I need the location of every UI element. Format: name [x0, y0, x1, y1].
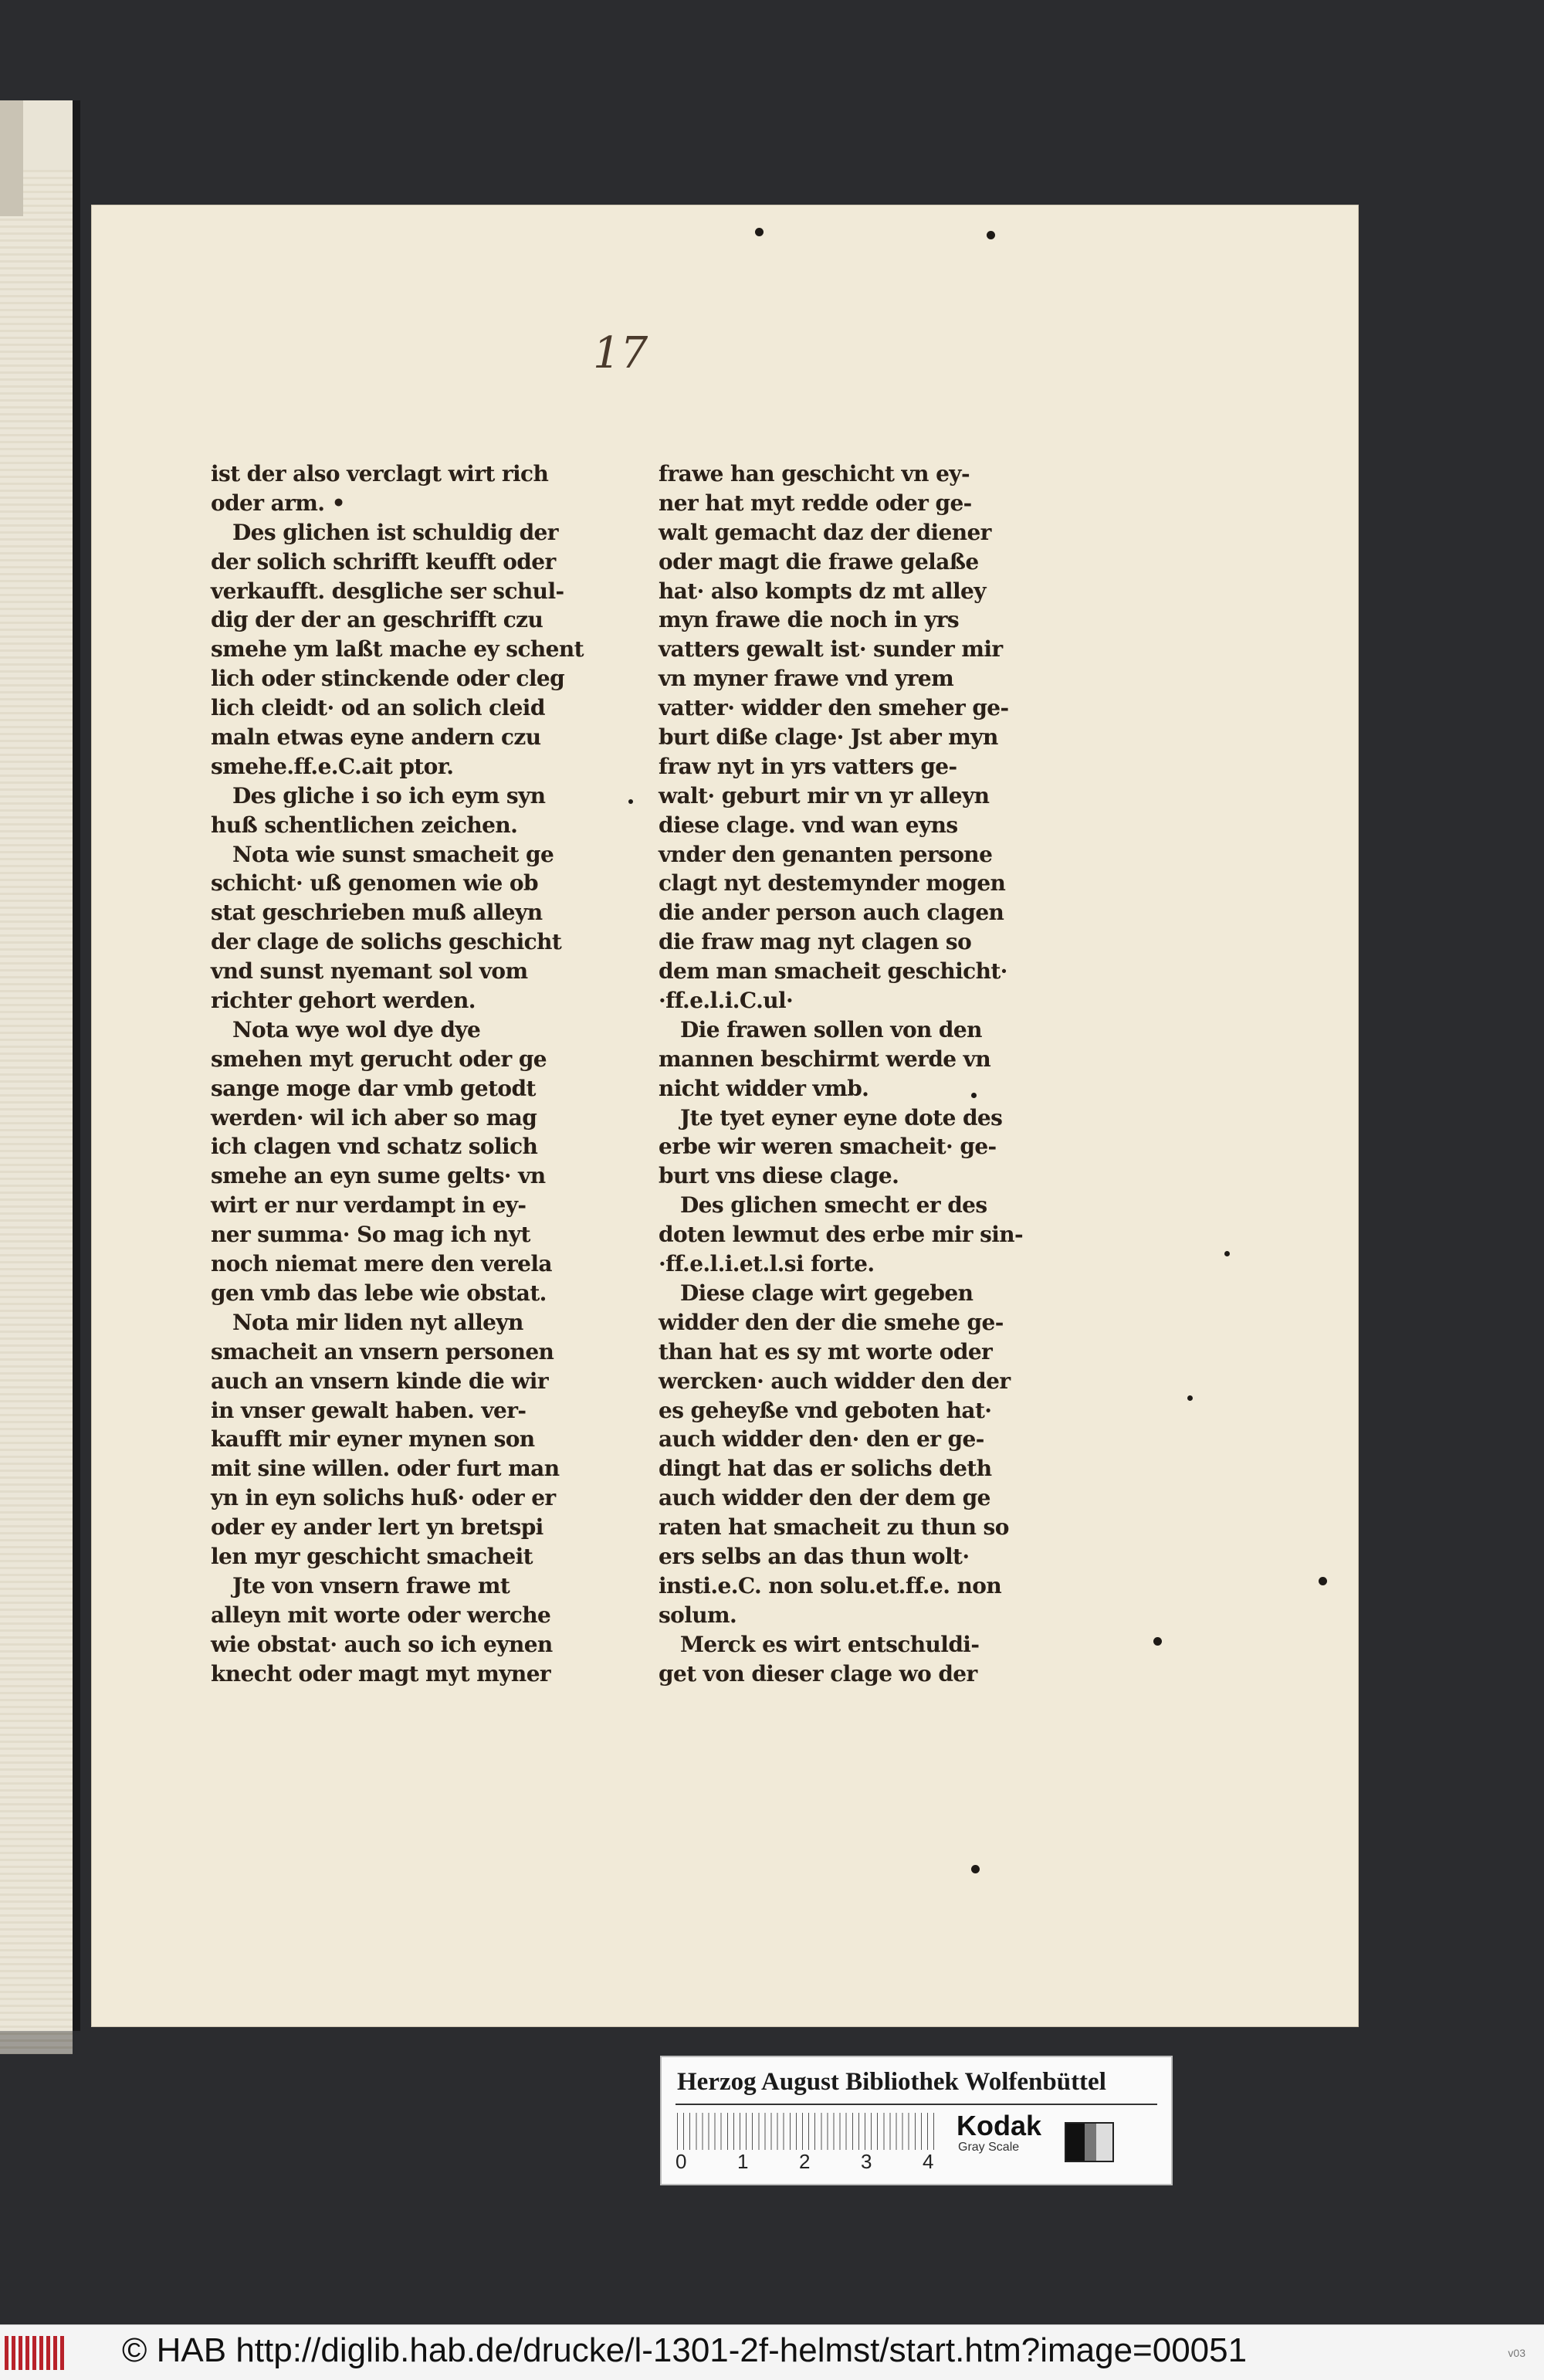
- color-calibration-card: [660, 2056, 1173, 2185]
- text-line: smehe an eyn sume gelts· vn: [211, 1163, 546, 1189]
- text-line: Die frawen sollen von den: [680, 1016, 982, 1043]
- text-line: burt vns diese clage.: [659, 1163, 899, 1189]
- text-line: ist der also verclagt wirt rich: [211, 461, 549, 487]
- ink-dot: [1153, 1637, 1162, 1646]
- text-line: auch widder den der dem ge: [659, 1485, 990, 1511]
- text-line: Jte von vnsern frawe mt: [232, 1572, 510, 1599]
- text-line: werden· wil ich aber so mag: [211, 1104, 537, 1131]
- text-line: Nota mir liden nyt alleyn: [232, 1309, 523, 1335]
- text-line: richter gehort werden.: [211, 988, 476, 1014]
- text-line: walt gemacht daz der diener: [659, 519, 991, 545]
- ink-dot: [987, 231, 995, 239]
- left-text-column: [211, 459, 666, 1688]
- text-line: Jte tyet eyner eyne dote des: [680, 1104, 1003, 1131]
- copyright-link[interactable]: © HAB http://diglib.hab.de/drucke/l-1301-2f-helmst/start.htm?image=00051: [122, 2331, 1248, 2369]
- text-line: vatter· widder den smeher ge-: [659, 695, 1009, 721]
- scale-number: 3: [861, 2150, 872, 2173]
- text-line: auch widder den· den er ge-: [659, 1426, 984, 1453]
- text-line: dem man smacheit geschicht·: [659, 958, 1007, 985]
- text-line: oder magt die frawe gelaße: [659, 548, 979, 575]
- card-divider: [676, 2104, 1157, 2105]
- text-line: huß schentlichen zeichen.: [211, 812, 518, 838]
- text-line: verkaufft. desgliche ser schul-: [211, 578, 564, 604]
- right-text-column: [659, 459, 1106, 1688]
- text-line: vnder den genanten persone: [659, 841, 993, 867]
- text-line: sange moge dar vmb getodt: [211, 1075, 536, 1101]
- ink-dot: [1224, 1251, 1230, 1256]
- text-line: nicht widder vmb.: [659, 1075, 869, 1101]
- folio-number: 17: [593, 328, 648, 378]
- ink-dot: [971, 1093, 977, 1098]
- text-line: fraw nyt in yrs vatters ge-: [659, 753, 957, 779]
- text-line: es geheyße vnd geboten hat·: [659, 1397, 992, 1423]
- page-fold-corner: [0, 100, 23, 216]
- text-line: hat· also kompts dz mt alley: [659, 578, 986, 604]
- book-gutter: [73, 100, 80, 2031]
- hab-logo-icon: [5, 2336, 66, 2370]
- text-line: myn frawe die noch in yrs: [659, 607, 960, 633]
- text-line: Nota wie sunst smacheit ge: [232, 841, 554, 867]
- text-line: ·ff.e.l.i.C.ul·: [659, 988, 794, 1014]
- text-line: erbe wir weren smacheit· ge-: [659, 1134, 997, 1160]
- text-line: raten hat smacheit zu thun so: [659, 1514, 1009, 1541]
- text-line: doten lewmut des erbe mir sin-: [659, 1222, 1024, 1248]
- text-line: lich cleidt· od an solich cleid: [211, 695, 545, 721]
- text-line: auch an vnsern kinde die wir: [211, 1368, 548, 1394]
- text-line: knecht oder magt myt myner: [211, 1660, 551, 1687]
- text-line: smehe ym laßt mache ey schent: [211, 636, 584, 663]
- text-line: Des glichen ist schuldig der: [232, 519, 558, 545]
- text-line: Nota wye wol dye dye: [232, 1016, 481, 1043]
- text-line: ich clagen vnd schatz solich: [211, 1134, 538, 1160]
- text-line: die fraw mag nyt clagen so: [659, 929, 972, 955]
- card-brand-sub: Gray Scale: [958, 2141, 1020, 2154]
- text-line: die ander person auch clagen: [659, 900, 1004, 926]
- ink-dot: [971, 1865, 980, 1873]
- text-line: maln etwas eyne andern czu: [211, 724, 541, 751]
- text-line: clagt nyt destemynder mogen: [659, 870, 1006, 897]
- text-line: der clage de solichs geschicht: [211, 929, 562, 955]
- text-line: der solich schrifft keufft oder: [211, 548, 556, 575]
- text-line: gen vmb das lebe wie obstat.: [211, 1280, 547, 1306]
- text-line: Merck es wirt entschuldi-: [680, 1631, 980, 1657]
- text-line: diese clage. vnd wan eyns: [659, 812, 958, 838]
- text-line: get von dieser clage wo der: [659, 1660, 977, 1687]
- scale-number: 1: [737, 2150, 749, 2173]
- text-line: vnd sunst nyemant sol vom: [211, 958, 528, 985]
- scale-number: 2: [799, 2150, 811, 2173]
- text-line: Des glichen smecht er des: [680, 1192, 987, 1219]
- scale-number: 0: [676, 2150, 687, 2173]
- text-line: burt diße clage· Jst aber myn: [659, 724, 998, 751]
- ink-dot: [628, 799, 633, 804]
- ink-dot: [1319, 1577, 1327, 1585]
- version-label: v03: [1508, 2347, 1525, 2359]
- ink-dot: [755, 228, 764, 236]
- previous-page-text-edge: [0, 170, 73, 2054]
- scale-number: 4: [923, 2150, 934, 2173]
- text-line: lich oder stinckende oder cleg: [211, 666, 565, 692]
- text-line: Diese clage wirt gegeben: [680, 1280, 973, 1306]
- card-brand: Kodak: [957, 2110, 1042, 2141]
- text-line: smehen myt gerucht oder ge: [211, 1046, 547, 1072]
- text-line: than hat es sy mt worte oder: [659, 1338, 993, 1365]
- text-line: solum.: [659, 1602, 737, 1628]
- text-line: vn myner frawe vnd yrem: [659, 666, 954, 692]
- text-line: smacheit an vnsern personen: [211, 1338, 554, 1365]
- text-line: wie obstat· auch so ich eynen: [211, 1631, 553, 1657]
- text-line: frawe han geschicht vn ey-: [659, 461, 970, 487]
- text-line: mannen beschirmt werde vn: [659, 1046, 991, 1072]
- ink-dot: [1187, 1395, 1193, 1401]
- text-line: kaufft mir eyner mynen son: [211, 1426, 535, 1453]
- text-line: vatters gewalt ist· sunder mir: [659, 636, 1003, 663]
- text-line: widder den der die smehe ge-: [659, 1309, 1004, 1335]
- text-line: dingt hat das er solichs deth: [659, 1456, 992, 1482]
- text-line: wirt er nur verdampt in ey-: [211, 1192, 527, 1219]
- text-line: stat geschrieben muß alleyn: [211, 900, 543, 926]
- text-line: ·ff.e.l.i.et.l.si forte.: [659, 1251, 875, 1277]
- text-line: Des gliche i so ich eym syn: [232, 782, 546, 809]
- document-page: [91, 205, 1359, 2027]
- text-line: insti.e.C. non solu.et.ff.e. non: [659, 1572, 1002, 1599]
- text-line: len myr geschicht smacheit: [211, 1543, 533, 1569]
- text-line: smehe.ff.e.C.ait ptor.: [211, 753, 454, 779]
- text-line: yn in eyn solichs huß· oder er: [211, 1485, 556, 1511]
- text-line: noch niemat mere den verela: [211, 1251, 552, 1277]
- text-line: oder arm. •: [211, 490, 345, 516]
- footer-bar: [0, 2324, 1544, 2380]
- text-line: ers selbs an das thun wolt·: [659, 1543, 970, 1569]
- text-line: walt· geburt mir vn yr alleyn: [659, 782, 990, 809]
- text-line: schicht· uß genomen wie ob: [211, 870, 538, 897]
- previous-page-edge: [0, 100, 77, 2031]
- text-line: dig der der an geschrifft czu: [211, 607, 543, 633]
- text-line: alleyn mit worte oder werche: [211, 1602, 551, 1628]
- text-line: mit sine willen. oder furt man: [211, 1456, 560, 1482]
- text-line: ner summa· So mag ich nyt: [211, 1222, 530, 1248]
- text-line: ner hat myt redde oder ge-: [659, 490, 972, 516]
- scale-ruler: [677, 2113, 940, 2150]
- text-line: oder ey ander lert yn bretspi: [211, 1514, 543, 1541]
- text-line: in vnser gewalt haben. ver-: [211, 1397, 527, 1423]
- text-line: wercken· auch widder den der: [659, 1368, 1011, 1394]
- gray-scale-patch: [1065, 2122, 1114, 2162]
- card-institution: Herzog August Bibliothek Wolfenbüttel: [677, 2068, 1106, 2096]
